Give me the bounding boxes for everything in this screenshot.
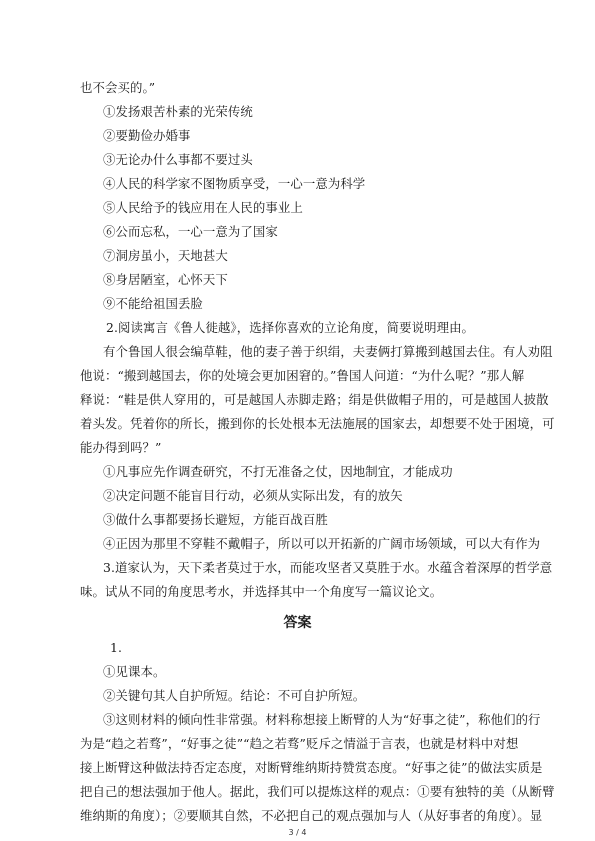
- answer-number: 1.: [110, 640, 123, 655]
- answer-heading: 答案: [283, 615, 312, 631]
- list-item: ③做什么事都要扬长避短，方能百战百胜: [103, 512, 328, 527]
- list-item: ②决定问题不能盲目行动，必须从实际出发，有的放矢: [103, 488, 403, 503]
- list-item: ⑧身居陋室，心怀天下: [103, 272, 228, 287]
- question-2: 2.阅读寓言《鲁人徙越》，选择你喜欢的立论角度，简要说明理由。: [106, 320, 475, 335]
- list-item: ①凡事应先作调查研究，不打无准备之仗，因地制宜，才能成功: [103, 464, 453, 479]
- paragraph-line: 能办得到吗？”: [80, 440, 162, 455]
- list-item: ⑦洞房虽小，天地甚大: [103, 248, 228, 263]
- text-line: 也不会买的。”: [80, 80, 156, 95]
- answer-line: 维纳斯的角度）；②要顺其自然，不必把自己的观点强加与人（从好事者的角度）。显: [80, 808, 543, 823]
- list-item: ②要勤俭办婚事: [103, 128, 191, 143]
- page-number: 3 / 4: [288, 828, 307, 837]
- answer-line: ①见课本。: [103, 664, 166, 679]
- answer-line: ③这则材料的倾向性非常强。材料称想接上断臂的人为“好事之徒”，称他们的行: [103, 712, 541, 727]
- list-item: ⑨不能给祖国丢脸: [103, 296, 203, 311]
- answer-line: 为是“趋之若骛”，“好事之徒”“趋之若骛”贬斥之情溢于言表，也就是材料中对想: [80, 736, 519, 751]
- list-item: ④正因为那里不穿鞋不戴帽子，所以可以开拓新的广阔市场领域，可以大有作为: [103, 536, 541, 551]
- list-item: ③无论办什么事都不要过头: [103, 152, 253, 167]
- answer-line: 接上断臂这种做法持否定态度，对断臂维纳斯持赞赏态度。“好事之徒”的做法实质是: [80, 760, 543, 775]
- paragraph-line: 释说：“鞋是供人穿用的，可是越国人赤脚走路；绢是供做帽子用的，可是越国人披散: [80, 392, 549, 407]
- paragraph-line: 着头发。凭着你的所长，搬到你的长处根本无法施展的国家去，却想要不处于困境，可: [80, 416, 555, 431]
- list-item: ④人民的科学家不图物质享受，一心一意为科学: [103, 176, 366, 191]
- answer-line: 把自己的想法强加于他人。据此，我们可以提炼这样的观点：①要有独特的美（从断臂: [80, 784, 555, 799]
- paragraph-line: 味。试从不同的角度思考水，并选择其中一个角度写一篇议论文。: [80, 584, 443, 599]
- list-item: ⑥公而忘私，一心一意为了国家: [103, 224, 278, 239]
- paragraph-line: 有个鲁国人很会编草鞋，他的妻子善于织绢，夫妻俩打算搬到越国去住。有人劝阻: [103, 344, 553, 359]
- question-3: 3.道家认为，天下柔者莫过于水，而能攻坚者又莫胜于水。水蕴含着深厚的哲学意: [103, 560, 553, 575]
- answer-line: ②关键句其人自护所短。结论：不可自护所短。: [103, 688, 366, 703]
- list-item: ①发扬艰苦朴素的光荣传统: [103, 104, 253, 119]
- paragraph-line: 他说：“搬到越国去，你的处境会更加困窘的。”鲁国人问道：“为什么呢？”那人解: [80, 368, 525, 383]
- list-item: ⑤人民给予的钱应用在人民的事业上: [103, 200, 303, 215]
